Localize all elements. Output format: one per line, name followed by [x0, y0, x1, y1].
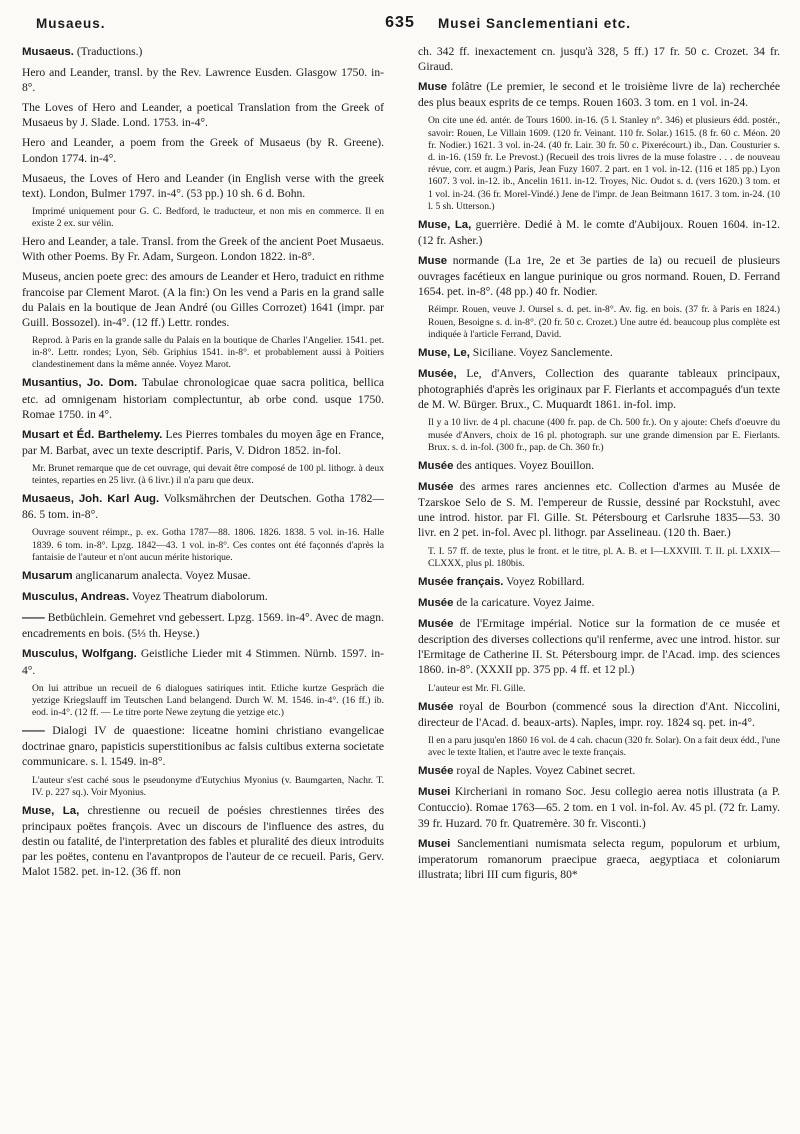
bibliography-entry: [418, 345, 780, 361]
entry-body: Voyez Robillard.: [503, 574, 585, 588]
entry-text: [418, 574, 780, 590]
bibliography-entry: [418, 253, 780, 341]
header-right: Musei Sanclementiani etc.: [438, 16, 632, 31]
entry-body: Les Pierres tombales du moyen âge en France, par M. Barbat, avec un texte descriptif. Paris, V. Didron 1852. in-fol.: [22, 427, 384, 457]
entry-body: Hero and Leander, a poem from the Greek of Musaeus (by R. Greene). London 1774. in-4°.: [22, 136, 384, 165]
entry-body: Museus, ancien poete grec: des amours de Leander et Hero, traduict en rithme francoise par Clement Marot. (A la fin:) On les vend a Paris en la grand salle du Palais en la boutique de Jean André (ou Gilles Corrozet) 1641 (impr. par Guill. Bossozel). in-4°. (12 ff.) Lettr. rondes.: [22, 270, 384, 329]
entry-heading: Musée français.: [418, 575, 504, 588]
entry-text: [22, 723, 384, 769]
bibliography-entry: [418, 366, 780, 454]
entry-body: royal de Naples. Voyez Cabinet secret.: [453, 764, 636, 778]
entry-body: Dialogi IV de quaestione: liceatne homini christiano evangelicae doctrinae gnaro, papisticis superstitionibus ac falsis cultibus externa societate communicare. s. l. 1549. in-8°.: [22, 724, 384, 769]
entry-body: ch. 342 ff. inexactement cn. jusqu'à 328, 5 ff.) 17 fr. 50 c. Crozet. 34 fr. Giraud.: [418, 45, 780, 74]
entry-text: [22, 269, 384, 329]
entry-body: Musaeus, the Loves of Hero and Leander (in English verse with the greek text). London, Bulmer 1797. in-4°. (53 pp.) 10 sh. 6 d. Bohn.: [22, 171, 384, 200]
bibliography-entry: [418, 616, 780, 695]
bibliography-entry: [22, 427, 384, 488]
entry-text: [418, 366, 780, 412]
entry-heading: Musée: [418, 481, 454, 494]
left-column: [22, 44, 384, 1129]
entry-heading: Muse, Le,: [418, 347, 470, 360]
entry-heading: Musée: [418, 597, 454, 610]
entry-heading: Muse: [418, 81, 448, 94]
entry-text: [418, 699, 780, 730]
bibliography-entry: [22, 589, 384, 605]
bibliography-entry: [22, 65, 384, 95]
entry-heading: Musculus, Andreas.: [22, 591, 130, 604]
bibliography-entry: [418, 836, 780, 882]
entry-body: Voyez Theatrum diabolorum.: [129, 590, 268, 604]
entry-body: (Traductions.): [73, 45, 143, 58]
entry-body: Sanclementiani numismata selecta regum, populorum et urbium, imperatorum romanorum praecipue graeca, aegyptiaca et coloniarum illustrata; libri III cum figuris, 80*: [418, 836, 780, 881]
entry-note: Reprod. à Paris en la grande salle du Palais en la boutique de Charles l'Angelier. 1541. pet. in-8°. Lettr. rondes; Lyon, Séb. Griphius 1541. in-8°. et probablement aussi à Poitiers clandestinement dans la même année. Voyez Marot.: [32, 334, 384, 371]
entry-text: [418, 784, 780, 830]
entry-note: Il y a 10 livr. de 4 pl. chacune (400 fr. pap. de Ch. 500 fr.). On y ajoute: Chefs d'oeuvre du musée d'Anvers, choix de 16 pl. photograph. sur une grande dimension par E. Fierlants. Brux. s. d. in-fol. (300 fr., pap. de Ch. 360 fr.): [428, 417, 780, 453]
bibliography-entry: [22, 135, 384, 165]
entry-body: Le, d'Anvers, Collection des quarante tableaux principaux, photographiés d'après les originaux par F. Fierlants et accompagués d'un texte de M. W. Bürger. Brux., C. Muquardt 1861. in-fol. imp.: [418, 367, 780, 412]
entry-text: [418, 217, 780, 248]
right-column: [418, 44, 780, 1129]
entry-text: [22, 803, 384, 879]
entry-text: [418, 616, 780, 677]
entry-heading: Musaeus.: [22, 46, 74, 58]
bibliography-entry: [22, 234, 384, 264]
entry-heading: ——: [22, 612, 45, 625]
entry-body: Kircheriani in romano Soc. Jesu collegio aerea notis illustrata (a P. Contuccio). Romae 1763—65. 2 tom. en 1 vol. in-fol. Av. 45 pl. (72 fr. Lamy. 39 fr. Huzard. 70 fr. Quatremère. 30 fr. Visconti.): [418, 785, 780, 830]
bibliography-entry: [22, 568, 384, 584]
bibliography-entry: [418, 217, 780, 248]
bibliography-entry: [418, 574, 780, 590]
entry-heading: Musée: [418, 765, 454, 778]
entry-heading: Musée: [418, 700, 454, 713]
entry-heading: Musart et Éd. Barthelemy.: [22, 428, 163, 441]
entry-note: L'auteur s'est caché sous le pseudonyme d'Eutychius Myonius (v. Baumgarten, Nachr. T. IV. p. 227 sq.). Voir Myonius.: [32, 774, 384, 798]
entry-text: [418, 763, 780, 779]
bibliography-entry: [22, 44, 384, 60]
entry-text: [22, 375, 384, 421]
entry-note: On lui attribue un recueil de 6 dialogues satiriques intit. Etliche kurtze Gespräch die yetzige Kriegslauff im Teutschen Land belangend. Durch W. M. 1546. in-4°. (16 ff.) ib. eod. in-4°. (12 ff. — Le titre porte Newe zeytung die yetzige etc.): [32, 682, 384, 719]
bibliography-entry: [22, 491, 384, 564]
entry-text: [418, 79, 780, 110]
entry-note: T. I. 57 ff. de texte, plus le front. et le titre, pl. A. B. et I—LXXVIII. T. II. pl. LXXIX—CLXXX, plus pl. 180bis.: [428, 545, 780, 569]
entry-text: [22, 646, 384, 677]
entry-body: Volksmährchen der Deutschen. Gotha 1782—86. 5 tom. in-8°.: [22, 492, 384, 522]
entry-note: Réimpr. Rouen, veuve J. Oursel s. d. pet. in-8°. Av. fig. en bois. (37 fr. à Paris en 1824.) Rouen, Besoigne s. d. in-8°. (20 fr. 50 c. Crozet.) Une autre éd. beaucoup plus complète est indiquée à l'article Ferrand, David.: [428, 304, 780, 340]
running-header: [0, 0, 800, 40]
page-number: 635: [385, 14, 415, 31]
entry-heading: Musculus, Wolfgang.: [22, 648, 137, 661]
entry-body: des armes rares anciennes etc. Collection d'armes au Musée de Tzarskoe Selo de S. M. l'empereur de Russie, dessiné par Rockstuhl, avec une introd. histor. par Fl. Gille. St. Pétersbourg et Carlsruhe 1835—53. 30 livr. en 2 pet. in-fol. Avec pl. lithogr. par Asselineau. (120 th. Baer.): [418, 480, 780, 540]
entry-heading: Musantius, Jo. Dom.: [22, 377, 138, 390]
bibliography-entry: [418, 784, 780, 830]
entry-body: de l'Ermitage impérial. Notice sur la formation de ce musée et description des diverses collections qu'il renferme, avec une introd. histor. sur l'Ermitage de Catherine II. St. Pétersbourg impr. de l'Acad. imp. des sciences 1860. in-8°. (XXXII pp. 375 pp. 4 ff. et 12 pl.): [418, 617, 780, 677]
bibliography-entry: [22, 269, 384, 371]
entry-text: [22, 44, 384, 60]
entry-heading: Muse: [418, 255, 448, 268]
entry-body: The Loves of Hero and Leander, a poetical Translation from the Greek of Musaeus by J. Slade. Lond. 1753. in-4°.: [22, 101, 384, 130]
bibliography-entry: [418, 79, 780, 213]
entry-body: des antiques. Voyez Bouillon.: [453, 459, 595, 473]
entry-heading: Musaeus, Joh. Karl Aug.: [22, 493, 160, 506]
entry-note: Ouvrage souvent réimpr., p. ex. Gotha 1787—88. 1806. 1826. 1838. 5 vol. in-16. Halle 1839. 6 tom. in-8°. Lpzg. 1842—43. 1 vol. in-8°. Ces contes ont été façonnés d'après la fantaisie de l'auteur et n'ont aucun mérite historique.: [32, 527, 384, 563]
bibliography-entry: [418, 699, 780, 760]
entry-text: [418, 44, 780, 74]
entry-heading: Musei: [418, 837, 451, 850]
entry-body: Siciliane. Voyez Sanclemente.: [469, 346, 613, 360]
entry-text: [22, 65, 384, 95]
entry-text: [22, 568, 384, 584]
entry-body: chrestienne ou recueil de poésies chrestiennes tirées des principaux poëtes françois. Avec un discours de l'influence des astres, du destin ou fatalité, de l'interpretation des fables et pluralité des dieux introduits par les poëtes, contenu en l'avantpropos de l'auteur de ce recueil. Paris, Gerv. Malot 1582. pet. in-12. (36 ff. non: [22, 803, 384, 879]
entry-text: [418, 345, 780, 361]
entry-text: [22, 589, 384, 605]
entry-text: [22, 100, 384, 130]
bibliography-entry: [22, 100, 384, 130]
entry-note: Mr. Brunet remarque que de cet ouvrage, qui devait être composé de 100 pl. lithogr. à deux teintes, reparties en 25 livr. (à 6 livr.) il n'a paru que deux.: [32, 462, 384, 487]
entry-heading: Musée,: [418, 368, 457, 381]
entry-text: [22, 171, 384, 201]
entry-body: anglicanarum analecta. Voyez Musae.: [72, 569, 251, 583]
entry-body: Betbüchlein. Gemehret vnd gebessert. Lpzg. 1569. in-4°. Avec de magn. encadrements en bois. (5⅓ th. Heyse.): [22, 611, 384, 641]
entry-text: [22, 610, 384, 641]
bibliography-entry: [22, 610, 384, 641]
entry-note: Imprimé uniquement pour G. C. Bedford, le traducteur, et non mis en commerce. Il en existe 2 ex. sur vélin.: [32, 205, 384, 230]
entry-note: Il en a paru jusqu'en 1860 16 vol. de 4 cah. chacun (320 fr. Solar). On a fait deux édd., l'une avec le texte Italien, et l'autre avec le texte français.: [428, 734, 780, 759]
entry-text: [418, 595, 780, 611]
bibliography-entry: [418, 479, 780, 570]
entry-text: [22, 135, 384, 165]
bibliography-entry: [418, 595, 780, 611]
bibliography-entry: [22, 171, 384, 231]
entry-heading: Musarum: [22, 570, 73, 583]
entry-body: normande (La 1re, 2e et 3e parties de la) ou recueil de plusieurs ouvrages facétieux en langue purinique ou gros normand. Rouen, D. Ferrand 1654. pet. in-8°. (48 pp.) 40 fr. Nodier.: [418, 254, 780, 299]
entry-body: Tabulae chronologicae quae sacra politica, bellica etc. ad omnigenam historiam complectuntur, ab orbe cond. usque 1750. Romae 1750. in 4°.: [22, 376, 384, 421]
entry-heading: Musée: [418, 618, 454, 631]
entry-text: [418, 458, 780, 474]
entry-heading: Muse, La,: [418, 219, 472, 231]
entry-body: Hero and Leander, a tale. Transl. from the Greek of the ancient Poet Musaeus. With other Poems. By Fr. Adam, Surgeon. London 1822. in-8°.: [22, 235, 384, 264]
entry-body: folâtre (Le premier, le second et le troisième livre de la) recherchée des plus beaux esprits de ce temps. Rouen 1603. 3 tom. en 1 vol. in-24.: [418, 80, 780, 110]
bibliography-entry: [22, 803, 384, 879]
entry-heading: Musée: [418, 460, 454, 473]
entry-body: royal de Bourbon (commencé sous la direction d'Ant. Niccolini, directeur de l'Acad. d. beaux-arts). Naples, impr. roy. 1824 sq. pet. in-4°.: [418, 699, 780, 729]
entry-text: [418, 479, 780, 540]
entry-note: L'auteur est Mr. Fl. Gille.: [428, 682, 526, 694]
entry-text: [22, 234, 384, 264]
entry-text: [418, 836, 780, 882]
bibliography-entry: [418, 44, 780, 74]
entry-heading: Muse, La,: [22, 804, 80, 817]
entry-text: [22, 491, 384, 522]
bibliography-entry: [418, 763, 780, 779]
header-left: Musaeus.: [36, 16, 106, 31]
entry-body: de la caricature. Voyez Jaime.: [453, 596, 595, 610]
bibliography-entry: [22, 375, 384, 421]
bibliography-entry: [22, 646, 384, 719]
entry-body: Geistliche Lieder mit 4 Stimmen. Nürnb. 1597. in-4°.: [22, 647, 384, 677]
entry-body: guerrière. Dedié à M. le comte d'Aubijoux. Rouen 1604. in-12. (12 fr. Asher.): [418, 218, 780, 248]
entry-text: [22, 427, 384, 458]
entry-text: [418, 253, 780, 299]
bibliography-entry: [418, 458, 780, 474]
entry-heading: Musei: [418, 786, 451, 799]
entry-heading: ——: [22, 725, 45, 738]
entry-body: Hero and Leander, transl. by the Rev. Lawrence Eusden. Glasgow 1750. in-8°.: [22, 66, 384, 95]
entry-note: On cite une éd. antér. de Tours 1600. in-16. (5 l. Stanley n°. 346) et plusieurs édd. postér., savoir: Rouen, Le Villain 1609. (120 fr. Veinant. 110 fr. Solar.) 1615. (8 fr. 60 c. Méon. 20 fr. Nodier.) 1621. 3 vol. in-24. (40 fr. Lair. 30 fr. 50 c. Pixerécourt.) ib., Dan. Cousturier s. d. in-16. (159 fr. Le Prevost.) (Recueil des trois livres de la muse folastre . . . de nouveau révue, corr. et augm.) Paris, Jean Fuzy 1607. 2 part. en 1 vol. in-12. (116 et 185 pp.) Lyon 1607. 3 vol. in-12. ib., Ancelin 1611. in-12. Troyes, Nic. Oudot s. d. (vers 1620.) 3 tom. et 1 vol. in-24. (36 fr. Morel-Vindé.) Jene de l'impr. de Jean Beitmann 1617. 3 tom. in-24. (10 l. 5 sh. Utterson.): [428, 115, 780, 212]
bibliography-entry: [22, 723, 384, 799]
